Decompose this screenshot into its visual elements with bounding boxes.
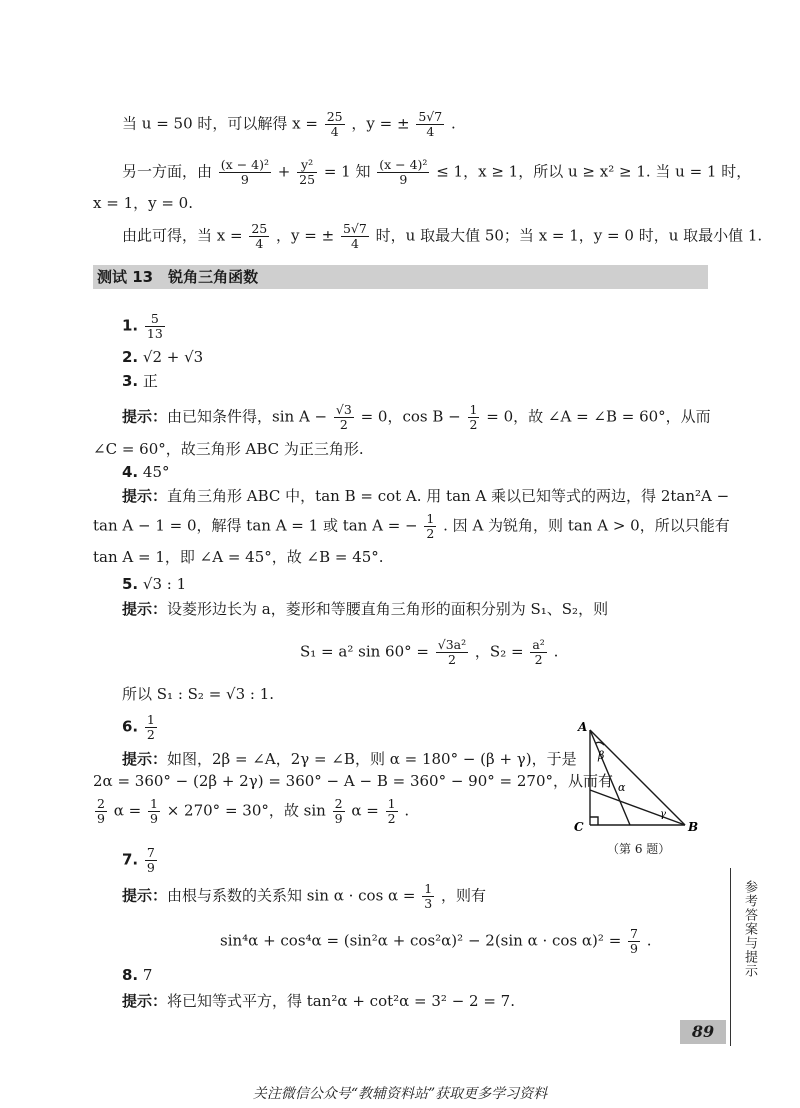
right-angle-mark: [590, 817, 598, 825]
top-line-1: 当 u = 50 时，可以解得 x = $\frac{25}{4}$ ，y = ± $\frac{5√7}{4}$ .: [122, 109, 456, 139]
top-line-3: x = 1，y = 0.: [93, 194, 193, 212]
q7-answer: 7. $\frac{7}{9}$: [122, 845, 155, 875]
figure-caption: （第 6 题）: [607, 842, 671, 856]
label-B: B: [688, 820, 699, 834]
q6-hint-line-1: 提示：如图，2β = ∠A，2γ = ∠B，则 α = 180° − (β + γ)，于是: [122, 750, 577, 768]
fraction: $\frac{25}{4}$: [326, 109, 343, 139]
q4-hint-line-3: tan A = 1，即 ∠A = 45°，故 ∠B = 45°.: [93, 548, 384, 566]
q3-hint-line-2: ∠C = 60°，故三角形 ABC 为正三角形.: [93, 440, 364, 458]
bisector-A: [590, 730, 630, 825]
section-title: 测试 13 锐角三角函数: [93, 265, 708, 289]
page-number: 89: [680, 1020, 726, 1044]
label-beta: β: [598, 749, 605, 762]
fraction: $\frac{5√7}{4}$: [418, 109, 443, 139]
q5-answer: 5. √3 : 1: [122, 575, 187, 593]
q4-hint-line-2: tan A − 1 = 0，解得 tan A = 1 或 tan A = − $\frac{1}{2}$ . 因 A 为锐角，则 tan A > 0，所以只能有: [93, 511, 730, 541]
q7-hint-line-1: 提示：由根与系数的关系知 sin α · cos α = $\frac{1}{3}$ ，则有: [122, 881, 487, 911]
page-divider: [730, 1018, 731, 1046]
q6-answer: 6. $\frac{1}{2}$: [122, 712, 155, 742]
label-gamma: γ: [660, 809, 666, 820]
q7-equation: sin⁴α + cos⁴α = (sin²α + cos²α)² − 2(sin α · cos α)² = $\frac{7}{9}$ .: [220, 926, 652, 956]
q4-answer: 4. 45°: [122, 463, 170, 481]
q5-hint-line-1: 提示：设菱形边长为 a，菱形和等腰直角三角形的面积分别为 S₁、S₂，则: [122, 600, 609, 618]
side-AB: [590, 730, 685, 825]
q8-answer: 8. 7: [122, 966, 153, 984]
q4-hint-line-1: 提示：直角三角形 ABC 中，tan B = cot A. 用 tan A 乘以已知等式的两边，得 2tan²A −: [122, 487, 730, 505]
q2-answer: 2. √2 + √3: [122, 348, 204, 366]
bisector-B: [590, 790, 685, 825]
label-alpha: α: [618, 781, 626, 794]
q3-hint-line-1: 提示：由已知条件得，sin A − $\frac{√3}{2}$ = 0，cos B − $\frac{1}{2}$ = 0，故 ∠A = ∠B = 60°，从而: [122, 402, 711, 432]
q5-equation: S₁ = a² sin 60° = $\frac{\text{√3a²}}{2}$ ，S₂ = $\frac{\text{a²}}{2}$ .: [300, 637, 559, 667]
footer-note: 关注微信公众号“教辅资料站”获取更多学习资料: [252, 1086, 548, 1102]
q8-hint-line-1: 提示：将已知等式平方，得 tan²α + cot²α = 3² − 2 = 7.: [122, 992, 515, 1010]
label-A: A: [578, 720, 588, 734]
q5-hint-line-3: 所以 S₁ : S₂ = √3 : 1.: [122, 685, 275, 703]
q6-hint-line-3: $\frac{2}{9}$ α = $\frac{1}{9}$ × 270° = 30°，故 sin $\frac{2}{9}$ α = $\frac{1}{2}$ .: [97, 796, 410, 826]
label-C: C: [574, 820, 584, 834]
triangle-figure: [560, 715, 720, 835]
q3-answer: 3. 正: [122, 372, 158, 390]
side-label: 参考答案与提示: [742, 880, 757, 978]
top-line-2: 另一方面，由 $\frac{\text{(x − 4)²}}{9}$ + $\frac{\text{y²}}{25}$ = 1 知 $\frac{\text{(x − 4)²}}{9}$ ≤ 1，x ≥ 1，所以 u ≥ x² ≥ 1. 当 u = 1 时，: [122, 157, 752, 187]
top-line-4: 由此可得，当 x = $\frac{25}{4}$ ，y = ± $\frac{5√7}{4}$ 时，u 取最大值 50；当 x = 1，y = 0 时，u 取最小值 1.: [122, 221, 763, 251]
q1-answer: 1. $\frac{5}{13}$: [122, 311, 163, 341]
q6-hint-line-2: 2α = 360° − (2β + 2γ) = 360° − A − B = 360° − 90° = 270°，从而有: [93, 772, 614, 790]
